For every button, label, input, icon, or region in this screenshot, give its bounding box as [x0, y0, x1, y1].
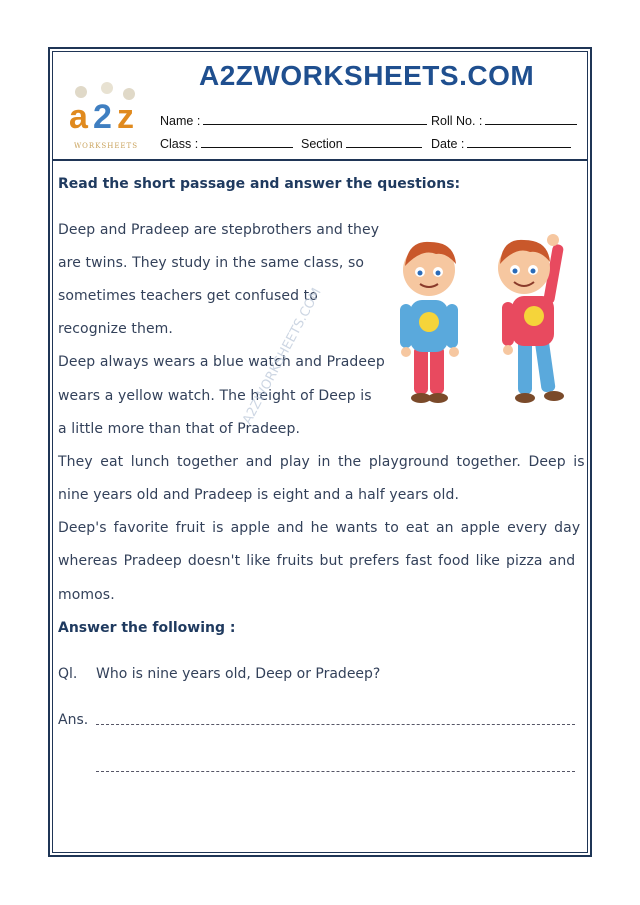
- site-title: A2ZWORKSHEETS.COM: [199, 60, 535, 91]
- passage-line-12: momos.: [58, 587, 115, 603]
- watermark: A2ZWORKSHEETS.COM: [240, 285, 325, 428]
- passage-line-4: recognize them.: [58, 321, 173, 337]
- name-blank[interactable]: [203, 113, 427, 125]
- class-label: Class :: [160, 137, 199, 151]
- twin-boys-illustration: [398, 230, 576, 410]
- answer-line-2[interactable]: [96, 771, 575, 772]
- passage-line-5: Deep always wears a blue watch and Pradeep: [58, 354, 385, 370]
- answer-heading: Answer the following :: [58, 620, 236, 636]
- svg-text:a: a: [69, 98, 88, 136]
- passage-line-9: nine years old and Pradeep is eight and a half years old.: [58, 487, 460, 503]
- passage-line-6: wears a yellow watch. The height of Deep is: [58, 388, 372, 404]
- svg-text:z: z: [117, 98, 134, 136]
- section-label: Section: [301, 137, 343, 151]
- svg-text:2: 2: [93, 98, 112, 136]
- date-blank[interactable]: [467, 136, 571, 148]
- roll-blank[interactable]: [485, 113, 577, 125]
- name-label: Name :: [160, 114, 201, 128]
- site-logo: [63, 80, 145, 152]
- logo-wordmark: WORKSHEETS: [73, 142, 139, 150]
- roll-field: [431, 113, 577, 128]
- class-blank[interactable]: [201, 136, 293, 148]
- date-field: [431, 136, 571, 151]
- class-field: [160, 136, 293, 151]
- header-divider: [52, 159, 588, 161]
- question-text: Who is nine years old, Deep or Pradeep?: [96, 666, 381, 682]
- passage-line-8: They eat lunch together and play in the playground together. Deep is: [58, 454, 585, 470]
- date-label: Date :: [431, 137, 465, 151]
- question-number: Ql.: [58, 666, 78, 682]
- page-border-inner: [52, 51, 588, 853]
- passage-line-7: a little more than that of Pradeep.: [58, 421, 301, 437]
- passage-line-11: whereas Pradeep doesn't like fruits but prefers fast food like pizza and: [58, 553, 576, 569]
- roll-label: Roll No. :: [431, 114, 483, 128]
- section-blank[interactable]: [346, 136, 422, 148]
- answer-label: Ans.: [58, 712, 89, 728]
- answer-line-1[interactable]: [96, 724, 575, 725]
- passage-line-1: Deep and Pradeep are stepbrothers and they: [58, 222, 380, 238]
- boy-red-shirt: [498, 234, 564, 403]
- passage-line-3: sometimes teachers get confused to: [58, 288, 318, 304]
- passage-line-10: Deep's favorite fruit is apple and he wants to eat an apple every day: [58, 520, 581, 536]
- instruction-heading: Read the short passage and answer the questions:: [58, 176, 461, 192]
- logo-graphic: [63, 80, 149, 140]
- boy-blue-shirt: [400, 242, 459, 403]
- section-field: [301, 136, 422, 151]
- name-field: [160, 113, 427, 128]
- passage-line-2: are twins. They study in the same class, so: [58, 255, 365, 271]
